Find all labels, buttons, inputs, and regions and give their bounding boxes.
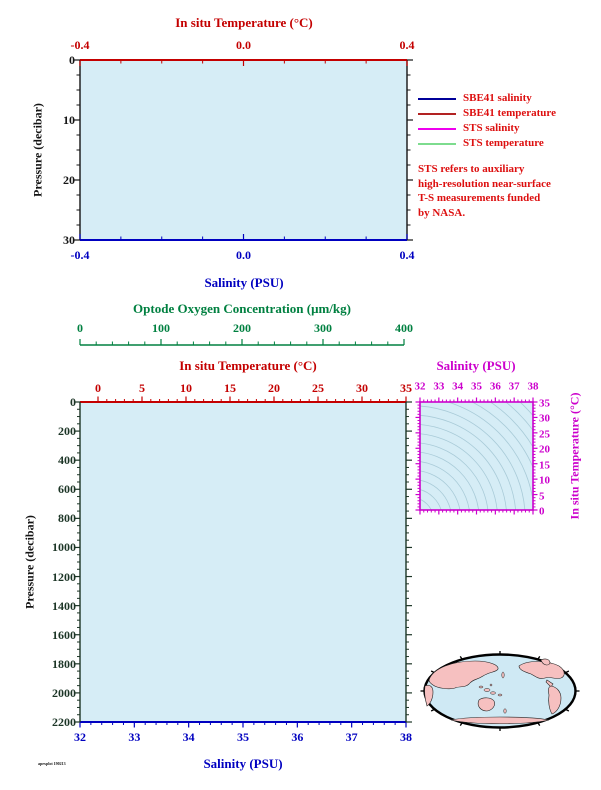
tick-label: 20	[268, 381, 280, 395]
sts-note-line: T-S measurements funded	[418, 192, 541, 204]
tick-label: 10	[180, 381, 192, 395]
tick-label: 0	[70, 395, 76, 409]
tick-label: 5	[139, 381, 145, 395]
tick-label: 20	[539, 443, 550, 456]
tick-label: 38	[527, 380, 539, 393]
tick-label: 20	[63, 173, 75, 187]
tick-label: 35	[539, 397, 550, 410]
legend-item	[418, 136, 556, 151]
top-panel-ylabel: Pressure (decibar)	[30, 103, 45, 197]
tick-label: 35	[400, 381, 412, 395]
legend-label: STS salinity	[463, 122, 520, 134]
tick-label: 37	[508, 380, 520, 393]
tick-label: 34	[452, 380, 464, 393]
tick-label: 200	[233, 321, 251, 335]
tick-label: 30	[539, 412, 550, 425]
legend-line-swatch	[418, 128, 456, 130]
legend-item	[418, 106, 556, 121]
tick-label: 33	[433, 380, 445, 393]
tick-label: 30	[356, 381, 368, 395]
legend-line-swatch	[418, 113, 456, 115]
tick-label: 0.0	[236, 38, 251, 52]
legend	[418, 91, 556, 151]
sts-note-line: STS refers to auxiliary	[418, 163, 525, 175]
tick-label: 200	[58, 424, 76, 439]
legend-item	[418, 91, 556, 106]
island	[491, 692, 496, 694]
tick-label: 1200	[52, 569, 76, 584]
tick-label: 0	[539, 505, 545, 518]
island	[484, 689, 490, 692]
top-panel-title: In situ Temperature (°C)	[175, 15, 313, 30]
tick-label: 25	[312, 381, 324, 395]
sts-note-line: high-resolution near-surface	[418, 177, 551, 190]
tick-label: 100	[152, 321, 170, 335]
legend-label: SBE41 salinity	[463, 92, 532, 104]
tick-label: 37	[345, 730, 358, 744]
legend-line-swatch	[418, 143, 456, 145]
tick-label: 33	[128, 730, 141, 744]
main-panel-xlabel: Salinity (PSU)	[203, 756, 283, 771]
tick-label: 5	[539, 490, 545, 503]
tick-label: 36	[291, 730, 304, 744]
tick-label: 0.0	[236, 248, 251, 262]
tick-label: -0.4	[70, 38, 90, 52]
tick-label: 1600	[52, 627, 76, 642]
tick-label: 35	[237, 730, 249, 744]
tick-label: 15	[539, 459, 550, 472]
tick-label: 400	[58, 453, 76, 468]
tick-label: 2000	[52, 685, 76, 700]
legend-item	[418, 121, 556, 136]
tick-label: 32	[414, 380, 426, 393]
main-panel-title: In situ Temperature (°C)	[179, 358, 317, 373]
ts-inset-right-label: In situ Temperature (°C)	[567, 392, 582, 520]
main-panel-ylabel: Pressure (decibar)	[22, 515, 37, 609]
oxygen-axis-title: Optode Oxygen Concentration (μm/kg)	[133, 301, 351, 316]
island	[502, 672, 504, 678]
legend-label: STS temperature	[463, 137, 544, 149]
tick-label: 25	[539, 428, 550, 441]
tick-label: 38	[400, 730, 412, 744]
tick-label: 35	[471, 380, 482, 393]
tick-label: 36	[489, 380, 501, 393]
top-panel-xlabel: Salinity (PSU)	[204, 275, 284, 290]
sts-note	[418, 162, 551, 220]
continent	[478, 698, 495, 711]
world-map	[421, 651, 580, 731]
tick-label: 1400	[52, 598, 76, 613]
island	[498, 694, 502, 696]
island	[504, 709, 506, 713]
tick-label: 0	[77, 321, 83, 335]
tick-label: 10	[539, 474, 550, 487]
tick-label: -0.4	[70, 248, 90, 262]
tick-label: 34	[182, 730, 195, 744]
tick-label: 2200	[52, 715, 76, 729]
tick-label: 30	[63, 233, 75, 247]
island	[479, 686, 483, 688]
legend-label: SBE41 temperature	[463, 107, 556, 119]
ts-inset-title: Salinity (PSU)	[436, 358, 516, 373]
tick-label: 1000	[52, 540, 76, 555]
tick-label: 1800	[52, 656, 76, 671]
tick-label: 15	[224, 381, 236, 395]
tick-label: 10	[63, 113, 75, 127]
sts-note-line: by NASA.	[418, 206, 466, 219]
tick-label: 400	[395, 321, 413, 335]
island	[490, 684, 492, 686]
tick-label: 0.4	[399, 38, 415, 52]
tick-label: 300	[314, 321, 332, 335]
tick-label: 0.4	[399, 248, 415, 262]
tick-label: 0	[95, 381, 101, 395]
tick-label: 32	[74, 730, 86, 744]
legend-line-swatch	[418, 98, 456, 100]
plot-stamp: apexplot 190213	[38, 761, 66, 766]
tick-label: 600	[58, 482, 76, 497]
tick-label: 800	[58, 511, 76, 526]
tick-label: 0	[69, 53, 75, 67]
